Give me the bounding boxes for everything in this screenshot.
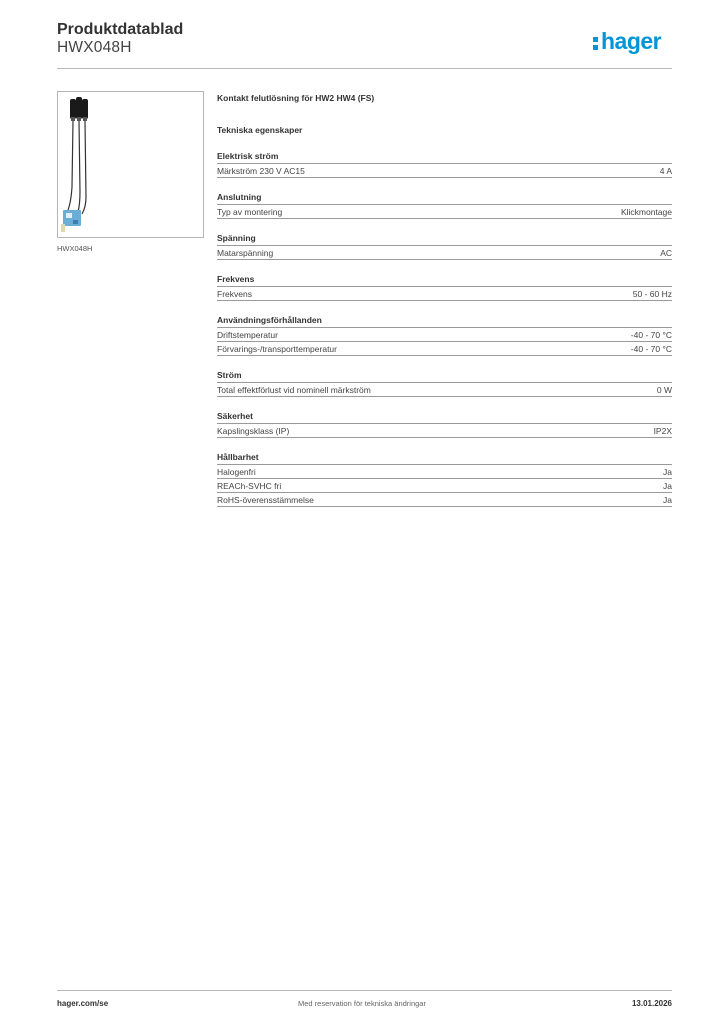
document-title: Kontakt felutlösning för HW2 HW4 (FS) [217,93,375,103]
spec-value: 4 A [659,166,672,176]
spec-row [217,205,672,219]
spec-value: 0 W [656,385,672,395]
section-title: Användningsförhållanden [217,315,672,328]
spec-value: -40 - 70 °C [630,344,672,354]
spec-value: -40 - 70 °C [630,330,672,340]
spec-row [217,246,672,260]
spec-label: Märkström 230 V AC15 [217,166,305,176]
spec-value: AC [660,248,672,258]
spec-sections [217,151,672,507]
product-image [57,91,204,238]
spec-value: 50 - 60 Hz [632,289,672,299]
product-illustration-icon [58,92,203,237]
spec-row [217,328,672,342]
spec-value: Ja [663,481,672,491]
spec-row [217,164,672,178]
spec-value: Ja [663,467,672,477]
hager-logo [593,28,661,55]
spec-value: Ja [663,495,672,505]
footer-notice: Med reservation för tekniska ändringar [298,999,426,1008]
logo-dots-icon [593,34,599,50]
spec-section [217,274,672,301]
section-title: Anslutning [217,192,672,205]
spec-section [217,452,672,507]
section-title: Frekvens [217,274,672,287]
spec-row [217,479,672,493]
spec-row [217,465,672,479]
spec-value: IP2X [653,426,672,436]
spec-label: Matarspänning [217,248,274,258]
spec-label: Total effektförlust vid nominell märkström [217,385,371,395]
footer-divider [57,990,672,991]
spec-section [217,151,672,178]
spec-label: REACh-SVHC fri [217,481,282,491]
section-title: Hållbarhet [217,452,672,465]
footer-date: 13.01.2026 [631,999,672,1008]
spec-section [217,370,672,397]
logo-text: hager [601,28,662,54]
spec-label: Typ av montering [217,207,283,217]
spec-row [217,424,672,438]
spec-row [217,287,672,301]
spec-label: Driftstemperatur [217,330,278,340]
spec-section [217,411,672,438]
spec-row [217,342,672,356]
spec-value: Klickmontage [620,207,672,217]
spec-section [217,233,672,260]
spec-row [217,383,672,397]
page-title: Produktdatablad [57,21,184,38]
spec-label: RoHS-överensstämmelse [217,495,314,505]
section-title: Säkerhet [217,411,672,424]
spec-label: Kapslingsklass (IP) [217,426,290,436]
spec-content [217,93,672,507]
section-title: Ström [217,370,672,383]
spec-section [217,315,672,356]
header-divider [57,68,672,69]
spec-label: Frekvens [217,289,252,299]
footer-website: hager.com/se [57,999,109,1008]
spec-row [217,493,672,507]
product-code: HWX048H [57,39,132,56]
section-title: Spänning [217,233,672,246]
product-image-caption: HWX048H [57,244,93,253]
spec-label: Halogenfri [217,467,256,477]
technical-properties-heading: Tekniska egenskaper [217,125,303,135]
spec-section [217,192,672,219]
section-title: Elektrisk ström [217,151,672,164]
spec-label: Förvarings-/transporttemperatur [217,344,337,354]
